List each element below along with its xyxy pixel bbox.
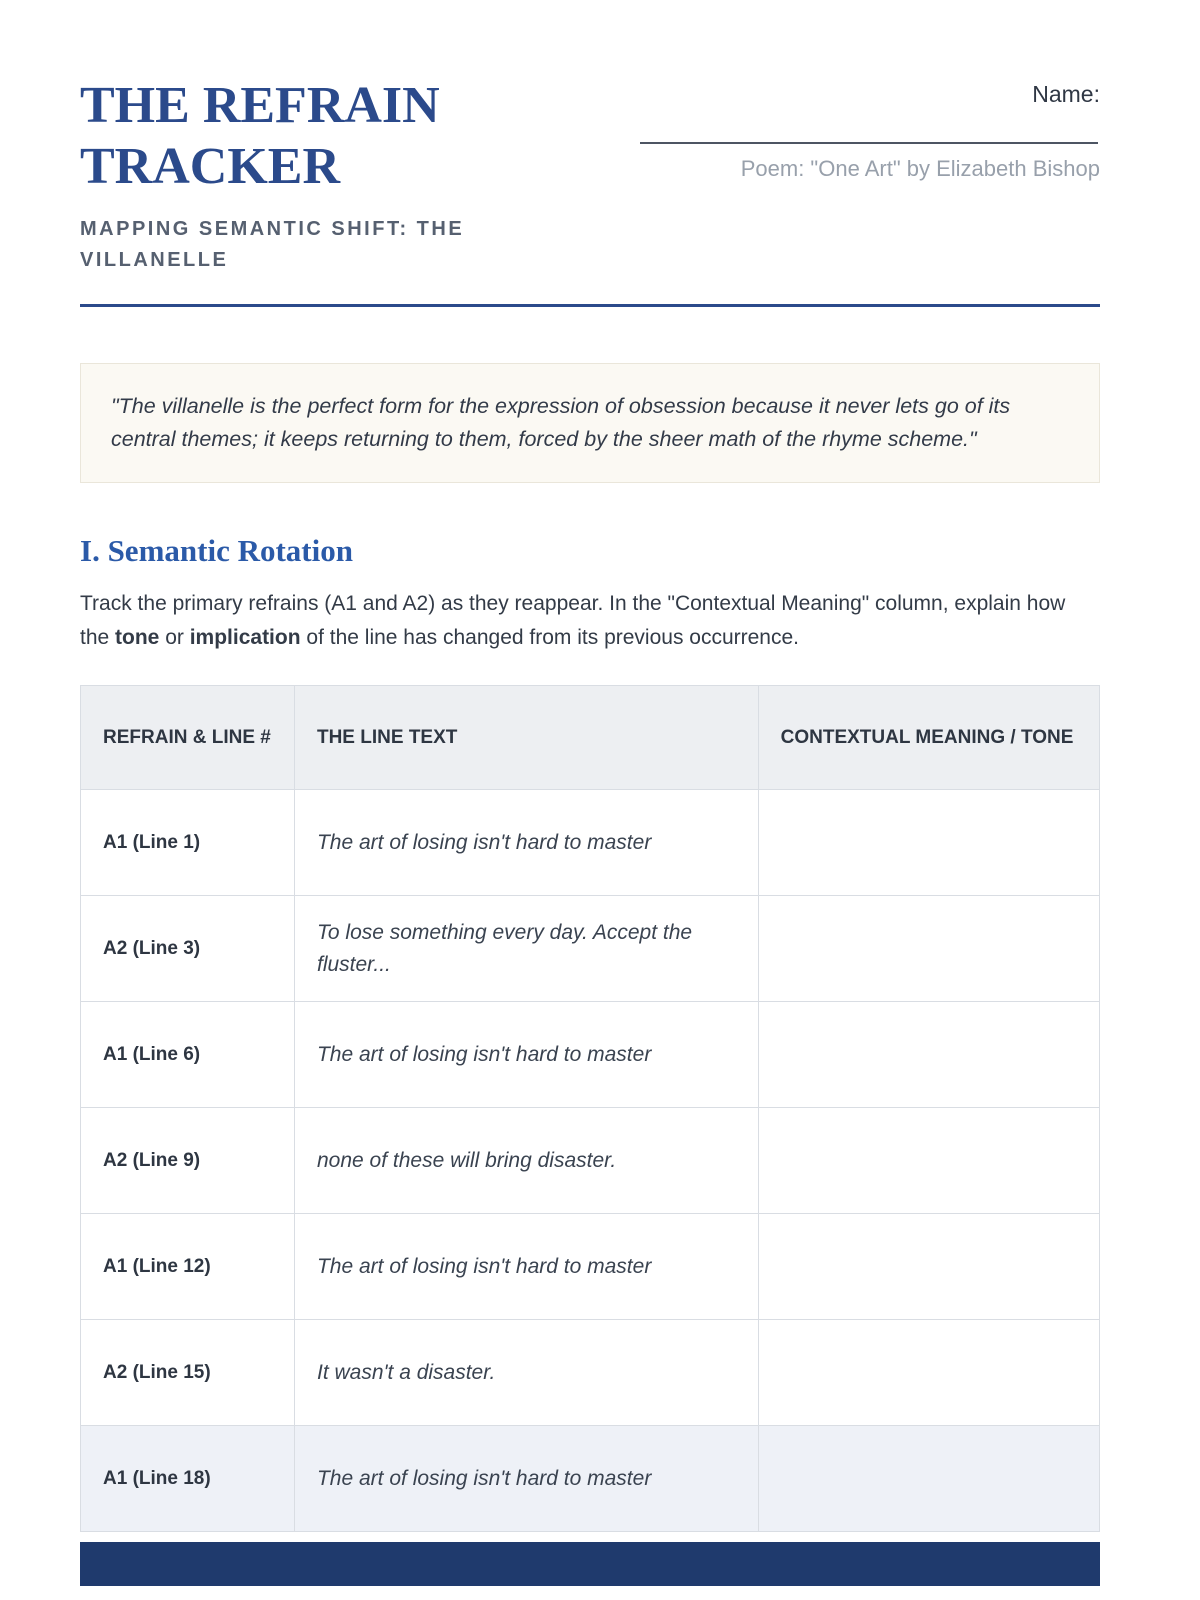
column-header-contextual-meaning: CONTEXTUAL MEANING / TONE <box>758 686 1099 790</box>
intro-text-part: or <box>159 626 190 650</box>
epigraph-quote-box <box>80 363 1100 484</box>
refrain-label: A1 (Line 1) <box>81 790 295 896</box>
refrain-label: A1 (Line 6) <box>81 1002 295 1108</box>
table-row <box>81 896 1100 1002</box>
intro-bold-tone: tone <box>115 626 160 650</box>
column-header-line-text: THE LINE TEXT <box>294 686 758 790</box>
table-header-row <box>81 686 1100 790</box>
refrain-label: A2 (Line 15) <box>81 1320 295 1426</box>
intro-bold-implication: implication <box>189 626 301 650</box>
section-intro-text <box>80 587 1090 655</box>
line-text: To lose something every day. Accept the fluster... <box>294 896 758 1002</box>
table-row <box>81 1426 1100 1532</box>
poem-label: Poem: "One Art" by Elizabeth Bishop <box>740 156 1100 181</box>
column-header-refrain: REFRAIN & LINE # <box>81 686 295 790</box>
page-subtitle: MAPPING SEMANTIC SHIFT: THE VILLANELLE <box>80 217 465 271</box>
line-text: The art of losing isn't hard to master <box>294 1426 758 1532</box>
name-block <box>640 75 1100 182</box>
refrain-label: A2 (Line 9) <box>81 1108 295 1214</box>
intro-text-part: of the line has changed from its previous occurrence. <box>300 626 799 650</box>
page-title: THE REFRAIN TRACKER <box>80 77 440 196</box>
refrain-label: A1 (Line 18) <box>81 1426 295 1532</box>
meaning-answer-cell[interactable] <box>758 1426 1099 1532</box>
meaning-answer-cell[interactable] <box>758 1108 1099 1214</box>
section-heading-semantic-rotation: I. Semantic Rotation <box>80 533 353 569</box>
refrain-label: A1 (Line 12) <box>81 1214 295 1320</box>
header-divider-rule <box>80 304 1100 307</box>
meaning-answer-cell[interactable] <box>758 896 1099 1002</box>
meaning-answer-cell[interactable] <box>758 1214 1099 1320</box>
table-row <box>81 1108 1100 1214</box>
table-row <box>81 790 1100 896</box>
line-text: none of these will bring disaster. <box>294 1108 758 1214</box>
table-row <box>81 1320 1100 1426</box>
meaning-answer-cell[interactable] <box>758 1320 1099 1426</box>
title-block <box>80 75 560 276</box>
epigraph-quote-text: "The villanelle is the perfect form for the expression of obsession because it never lets go of its central themes; it keeps returning to them, forced by the sheer math of the rhyme scheme." <box>111 393 1011 452</box>
refrain-label: A2 (Line 3) <box>81 896 295 1002</box>
meaning-answer-cell[interactable] <box>758 790 1099 896</box>
intro-text-part: Track the primary refrains (A1 and A2) as they reappear. In the "Contextual Meaning" column, explain how the <box>80 592 1066 650</box>
line-text: The art of losing isn't hard to master <box>294 1214 758 1320</box>
refrain-tracker-table <box>80 685 1100 1532</box>
line-text: The art of losing isn't hard to master <box>294 1002 758 1108</box>
name-label: Name: <box>1032 81 1100 107</box>
table-row <box>81 1214 1100 1320</box>
line-text: It wasn't a disaster. <box>294 1320 758 1426</box>
table-row <box>81 1002 1100 1108</box>
line-text: The art of losing isn't hard to master <box>294 790 758 896</box>
name-fill-line[interactable] <box>640 142 1098 144</box>
header <box>80 75 1100 276</box>
meaning-answer-cell[interactable] <box>758 1002 1099 1108</box>
next-section-band <box>80 1542 1100 1586</box>
